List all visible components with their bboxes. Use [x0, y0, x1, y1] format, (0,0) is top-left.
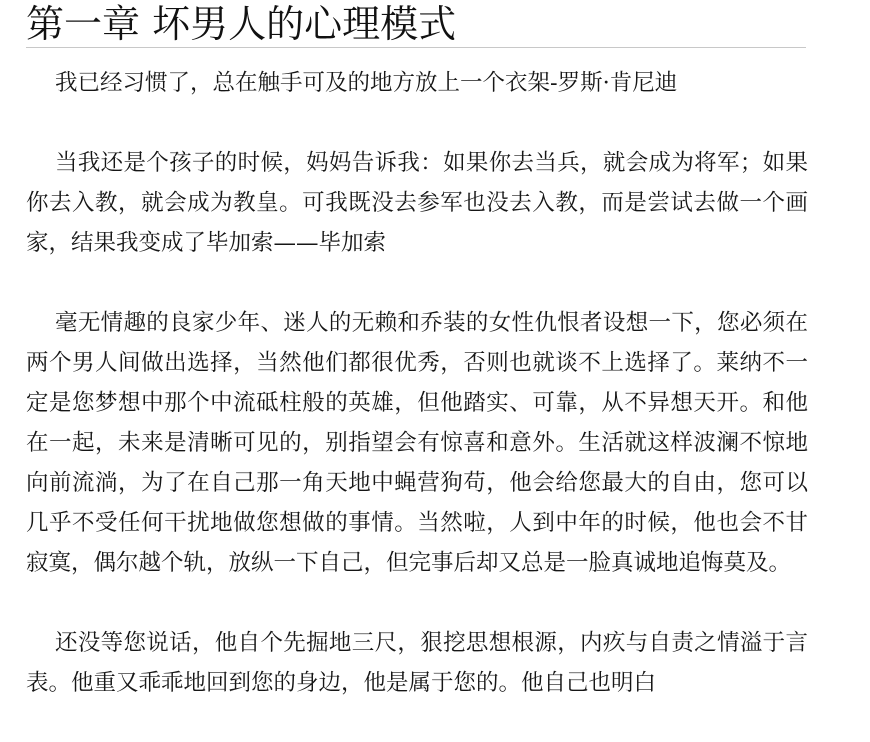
body-paragraph: 毫无情趣的良家少年、迷人的无赖和乔装的女性仇恨者设想一下，您必须在两个男人间做出选择，当然他们都很优秀，否则也就谈不上选择了。莱纳不一定是您梦想中那个中流砥柱般的英雄，但他踏实、可靠，从不异想天开。和他在一起，未来是清晰可见的，别指望会有惊喜和意外。生活就这样波澜不惊地向前流淌，为了在自己那一角天地中蝇营狗苟，他会给您最大的自由，您可以几乎不受任何干扰地做您想做的事情。当然啦，人到中年的时候，他也会不甘寂寞，偶尔越个轨，放纵一下自己，但完事后却又总是一脸真诚地追悔莫及。 — [26, 310, 808, 576]
epigraph-paragraph: 我已经习惯了，总在触手可及的地方放上一个衣架-罗斯·肯尼迪 — [55, 70, 678, 96]
paragraph-gap — [26, 103, 808, 143]
chapter-title: 第一章 坏男人的心理模式 — [26, 2, 457, 46]
body-paragraph: 还没等您说话，他自个先掘地三尺，狠挖思想根源，内疚与自责之情溢于言表。他重又乖乖地回到您的身边，他是属于您的。他自己也明白 — [26, 630, 808, 696]
document-page — [26, 0, 808, 703]
paragraph-gap — [26, 583, 808, 623]
quote-paragraph: 当我还是个孩子的时候，妈妈告诉我：如果你去当兵，就会成为将军；如果你去入教，就会成为教皇。可我既没去参军也没去入教，而是尝试去做一个画家，结果我变成了毕加索——毕加索 — [26, 150, 808, 256]
title-divider — [26, 47, 806, 48]
paragraph-gap — [26, 263, 808, 303]
